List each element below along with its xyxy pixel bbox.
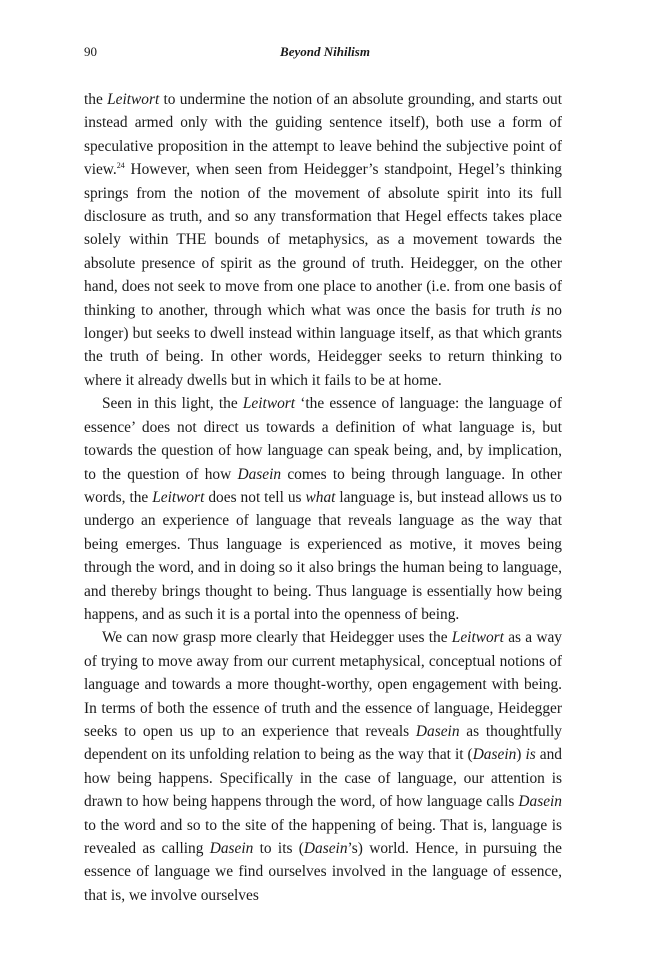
text-run: Seen in this light, the [102, 395, 243, 413]
italic-text: is [530, 301, 541, 319]
text-run: ‘the essence of language: the language of essence’ does not direct us towards a definition of what language is, but towards the question of how language can speak being, and, by implication, to the question of how [84, 395, 563, 483]
text-run: comes to being through language. In other words, the [84, 465, 563, 506]
footnote-ref: 24 [116, 161, 125, 171]
italic-text: Dasein [303, 840, 348, 857]
italic-text: Dasein [518, 793, 562, 811]
text-run: However, when seen from Heidegger’s standpoint, Hegel’s thinking springs from the notion of the movement of absolute spirit into its full disclosure as truth, and so any transformation that Hegel effects takes place solely within THE bounds of metaphysics, as a movement towards the absolute presence of spirit as the ground of truth. Heidegger, on the other hand, does not seek to move from one place to another (i.e. from one basis of thinking to another, through which what was once the basis for truth [84, 161, 562, 319]
text-run: to undermine the notion of an absolute grounding, and starts out instead armed only with the guiding sentence itself), both use a form of speculative proposition in the attempt to leave behind the subjective point of view. [84, 91, 562, 179]
text-run: to the word and so to the site of the happening of being. That is, language is revealed as calling [84, 816, 562, 857]
text-run: as thoughtfully dependent on its unfolding relation to being as the way that it ( [84, 722, 562, 764]
text-run: to its ( [253, 840, 304, 857]
text-run: the [84, 91, 108, 108]
italic-text: is [525, 746, 536, 764]
text-run: as a way of trying to move away from our current metaphysical, conceptual notions of language and towards a more thought-worthy, open engagement with being. In terms of both the essence of truth and the essence of language, Heidegger seeks to open us up to an experience that reveals [84, 629, 562, 740]
text-run: and how being happens. Specifically in the case of language, our attention is drawn to how being happens through the word, of how language calls [84, 746, 562, 811]
running-head [84, 44, 566, 64]
paragraph [84, 88, 562, 392]
italic-text: Dasein [209, 840, 254, 857]
paragraph [84, 626, 562, 907]
paragraph [84, 392, 562, 626]
text-run: does not tell us [204, 488, 306, 506]
italic-text: Leitwort [242, 395, 296, 413]
italic-text: Dasein [415, 722, 460, 740]
italic-text: what [305, 488, 336, 506]
text-run: We can now grasp more clearly that Heidegger uses the [102, 629, 452, 647]
text-run: ’s) world. Hence, in pursuing the essence of language we find ourselves involved in the language of essence, that is, we involve ourselves [84, 840, 562, 904]
text-run: no longer) but seeks to dwell instead within language itself, as that which grants the truth of being. In other words, Heidegger seeks to return thinking to where it already dwells but in which it fails to be at home. [84, 301, 562, 389]
italic-text: Dasein [472, 746, 517, 764]
italic-text: Dasein [237, 465, 282, 483]
italic-text: Leitwort [107, 91, 160, 108]
italic-text: Leitwort [451, 629, 504, 647]
body-text [84, 88, 562, 907]
running-title: Beyond Nihilism [280, 44, 370, 59]
page-number: 90 [84, 44, 97, 59]
text-run: language is, but instead allows us to undergo an experience of language that reveals language as the way that being emerges. Thus language is experienced as motive, it moves being through the word, and in doing so it also brings the human being to language, and thereby brings thought to being. Thus language is essentially how being happens, and as such it is a portal into the openness of being. [84, 488, 562, 623]
italic-text: Leitwort [152, 488, 205, 506]
text-run: ) [516, 746, 526, 764]
